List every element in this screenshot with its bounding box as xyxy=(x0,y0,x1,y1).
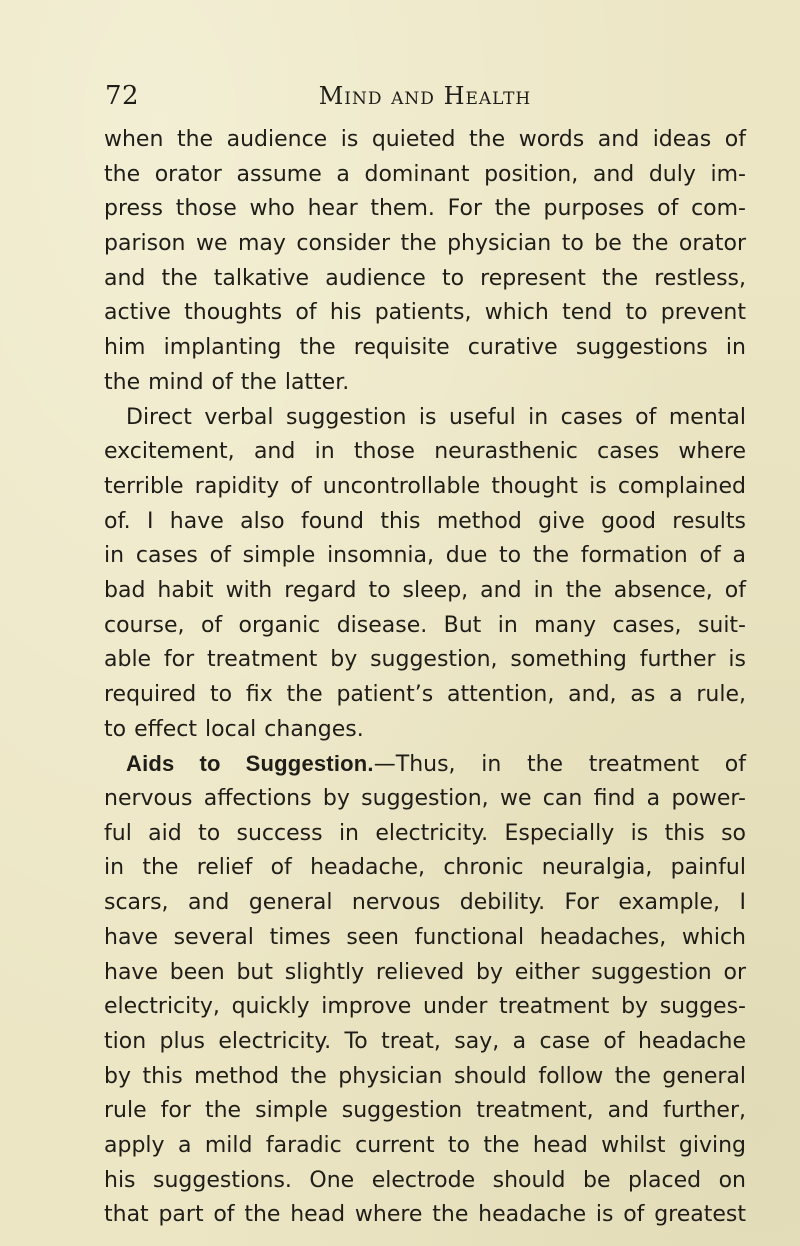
text-line: of. I have also found this method give good results xyxy=(104,508,746,534)
body-text xyxy=(104,123,746,1233)
text-line: parison we may consider the physician to be the orator xyxy=(104,231,746,257)
text-line: nervous affections by suggestion, we can find a power- xyxy=(104,786,746,812)
text-line: Direct verbal suggestion is useful in cases of mental xyxy=(126,404,746,430)
text-line: him implanting the requisite curative suggestions in xyxy=(104,335,746,361)
text-line: tion plus electricity. To treat, say, a case of headache xyxy=(104,1028,746,1054)
text-line: scars, and general nervous debility. For example, I xyxy=(104,890,746,916)
section-lead-in: —Thus, in the treatment of xyxy=(373,752,747,778)
text-line: that part of the head where the headache is of greatest xyxy=(104,1202,746,1228)
section-heading-line xyxy=(104,747,746,782)
page-number: 72 xyxy=(105,81,140,111)
text-line: have been but slightly relieved by either suggestion or xyxy=(104,959,746,985)
text-line: press those who hear them. For the purposes of com- xyxy=(104,196,746,222)
text-line: have several times seen functional headaches, which xyxy=(104,924,746,950)
text-line: terrible rapidity of uncontrollable thought is complained xyxy=(104,473,746,499)
running-head: Mind and Health xyxy=(318,82,532,110)
text-line: able for treatment by suggestion, something further is xyxy=(104,647,746,673)
text-line: active thoughts of his patients, which tend to prevent xyxy=(104,300,746,326)
text-line: his suggestions. One electrode should be placed on xyxy=(104,1167,746,1193)
text-line: and the talkative audience to represent the restless, xyxy=(104,265,746,291)
text-line: required to fix the patient’s attention, and, as a rule, xyxy=(104,682,746,707)
text-line: apply a mild faradic current to the head whilst giving xyxy=(104,1132,746,1158)
text-line: excitement, and in those neurasthenic cases where xyxy=(104,439,746,465)
text-line: course, of organic disease. But in many cases, suit- xyxy=(104,612,746,638)
text-line: when the audience is quieted the words and ideas of xyxy=(104,127,746,152)
text-line: bad habit with regard to sleep, and in the absence, of xyxy=(104,577,746,603)
text-line: in cases of simple insomnia, due to the formation of a xyxy=(104,543,746,569)
text-line: in the relief of headache, chronic neuralgia, painful xyxy=(104,855,746,881)
text-line: to effect local changes. xyxy=(104,716,364,742)
text-line: rule for the simple suggestion treatment, and further, xyxy=(104,1098,746,1124)
section-heading: Aids to Suggestion. xyxy=(126,751,374,777)
text-line: electricity, quickly improve under treatment by sugges- xyxy=(104,994,746,1020)
text-line: ful aid to success in electricity. Especially is this so xyxy=(104,820,746,846)
text-line: by this method the physician should follow the general xyxy=(104,1063,746,1089)
text-line: the orator assume a dominant position, and duly im- xyxy=(104,161,746,187)
text-line: the mind of the latter. xyxy=(104,369,350,395)
page-header xyxy=(105,78,745,114)
